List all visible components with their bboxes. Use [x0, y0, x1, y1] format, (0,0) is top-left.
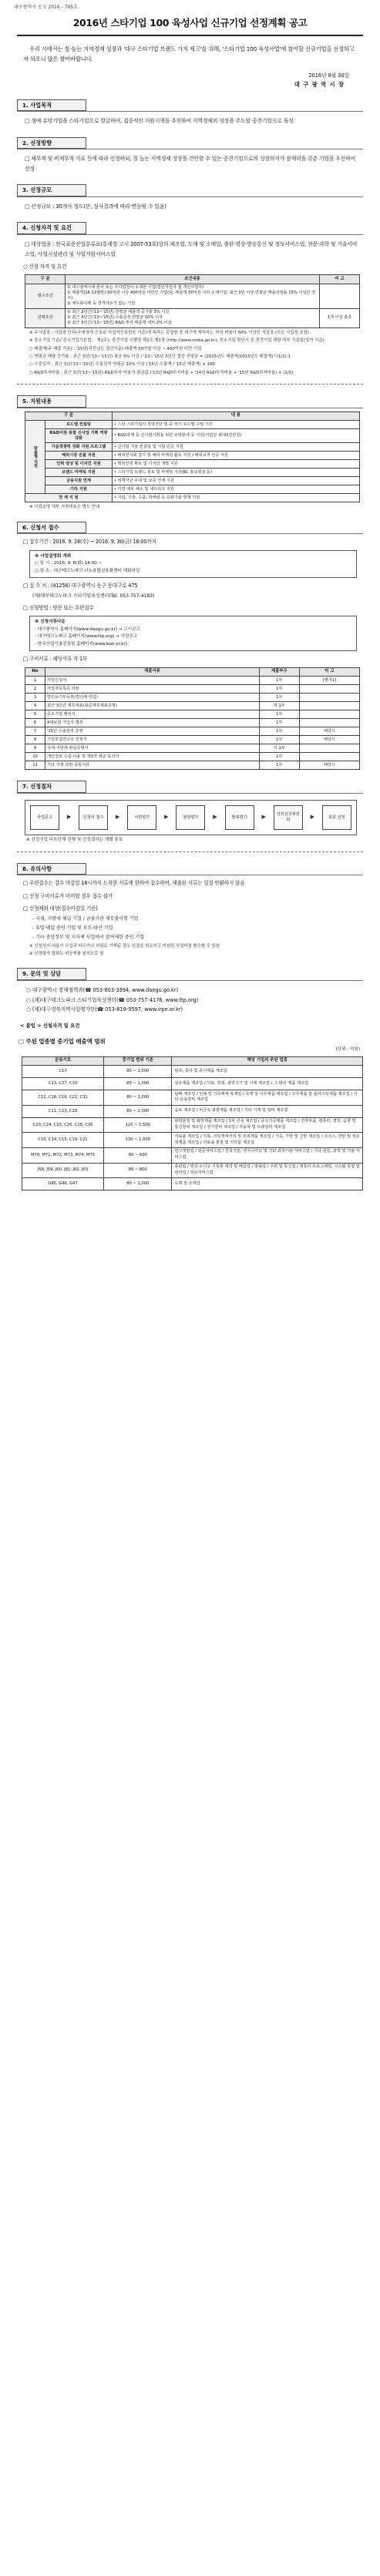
- doc-qty: 1부: [259, 753, 299, 761]
- table-header-row: [25, 411, 360, 420]
- section-scale: [17, 184, 363, 211]
- table-row: [22, 1117, 363, 1133]
- section-cautions: [17, 863, 363, 958]
- announcement-date: 2016년 8월 30일: [308, 72, 349, 79]
- section-heading: 7. 선정절차: [17, 781, 86, 793]
- industry-desc: 도매 및 소매업: [172, 1178, 363, 1191]
- doc-name: 4대보험 가입자 명부: [45, 719, 260, 727]
- doc-name: 사업신청서: [45, 677, 260, 685]
- doc-note: 해당시: [299, 727, 359, 736]
- process-note: ※ 선정기업 다음단계 진행 및 선정결과는 개별 통보: [26, 838, 123, 843]
- condition-note: [319, 284, 359, 308]
- support-item-content: • 기업 애로 해소 및 네트워크 지원: [112, 485, 359, 494]
- section-eligibility: [17, 222, 363, 376]
- doc-name: 최근 3년간 재무제표(표준재무제표증명): [45, 702, 260, 710]
- table-row: [25, 677, 360, 685]
- required-docs-table: [25, 667, 360, 770]
- doc-no: 1: [25, 677, 45, 685]
- support-item-content: • 해외전시회 참가 및 해외 마케팅 활동 지원 / 해외규격 인증 지원: [112, 452, 359, 460]
- table-row: [25, 719, 360, 727]
- industry-range: 80 ~ 1,500: [104, 1066, 172, 1078]
- title-divider: [17, 35, 363, 36]
- box-line: ○ 일 시 : 2016. 9. 6(화) 14:00 ~: [35, 561, 103, 566]
- condition-text: ① 대구광역시에 본사 또는 주사업장이 소재한 기업(법인사업자 및 개인사업자) ② 매출액(16 12월말) 50억원 이상 400억원 미만인 기업(단, 매출액 50억원 이하 소재기업: 최근 3년 이상 연평균 매출성장률 15% 이상인 경우) ③ 채무불이행 등 결격사유가 없는 기업: [66, 284, 320, 308]
- issuer-name: 대 구 광 역 시 장: [294, 80, 345, 88]
- arrow-right-icon: ▶: [261, 814, 266, 821]
- industry-range: 80 ~ 1,000: [104, 1105, 172, 1117]
- doc-note: [별지1]: [299, 677, 359, 685]
- doc-qty: 1부: [259, 694, 299, 702]
- table-row: [25, 702, 360, 710]
- industry-range: 120 ~ 1,500: [104, 1117, 172, 1133]
- industry-table: [22, 1056, 363, 1191]
- section-divider: [17, 793, 363, 794]
- industry-desc: 음료 제조업 / 비금속 광물제품 제조업 / 기타 기계 및 장비 제조업: [172, 1105, 363, 1117]
- condition-category: 선택조건: [25, 308, 66, 327]
- doc-name: 법인등기부등본(법인에 한함): [45, 694, 260, 702]
- application-method: □ 신청방법 : 방문 또는 우편접수: [23, 604, 94, 611]
- doc-qty: 1부: [259, 719, 299, 727]
- support-table: [25, 411, 360, 502]
- industry-range: 80 ~ 800: [104, 1163, 172, 1178]
- table-row: [25, 443, 360, 452]
- eligibility-note: ○ 매출액(주 매출 기준) : '15년(직전년도 결산기준) 매출액 50억원 이상 ~ 400억원 미만 기업: [29, 346, 202, 351]
- doc-note: [299, 702, 359, 710]
- eligibility-table: [25, 274, 360, 327]
- industry-desc: 식료품 제조업 / 의복, 의복액세서리 및 모피제품 제조업 / 가죽, 가방 및 신발 제조업 / 코크스, 연탄 및 석유정제품 제조업 / 의료용 물질 및 의약품 제조업: [172, 1133, 363, 1148]
- eligibility-note: ○ 연평균 매출 증가율 : 최근 3년('13~'15년) 평균 5% 이상 / '13~'15년 3년간 결산 연평균 = (2015년도 매출액/2013년도 매출액)^(1/2)-1: [29, 354, 291, 360]
- process-step: 신청서 접수: [79, 805, 108, 830]
- support-item-name: 로드맵 컨설팅: [45, 421, 113, 429]
- doc-no: 6: [25, 719, 45, 727]
- table-row: [25, 694, 360, 702]
- application-place-detail: (재)대구테크노파크 스타기업육성센터(Tel. 053-757-4183): [32, 593, 155, 599]
- caution-note: ※ 신청서의 내용이 사실과 다르거나 허위로 기재된 경우 선정을 취소하고 지원된 사업비를 환수할 수 있음: [29, 943, 220, 949]
- section-support: [17, 395, 363, 511]
- support-item-content: • 정책자금 우대 및 보증 연계 지원: [112, 477, 359, 485]
- table-row: [22, 1078, 363, 1090]
- doc-qty: 각 1부: [259, 702, 299, 710]
- doc-qty: 1부: [259, 727, 299, 736]
- support-group-label: 맞춤형 지원: [25, 421, 45, 494]
- doc-qty: 1부: [259, 710, 299, 719]
- support-item-content: • R&D과제 등 신사업기획을 위한 유망분야 등 지원(기업당 최대3천만원): [112, 429, 359, 443]
- support-item-name: R&D지원 통합 신사업 기획 역량 강화: [45, 429, 113, 443]
- table-header-cell: 해당 기업의 주된 업종: [172, 1056, 363, 1065]
- doc-no: 3: [25, 694, 45, 702]
- doc-note: [299, 694, 359, 702]
- section-divider: [17, 111, 363, 112]
- section-application: [17, 522, 363, 771]
- arrow-right-icon: ▶: [213, 814, 217, 821]
- section-heading: 3. 선정규모: [17, 184, 86, 196]
- table-row: [25, 421, 360, 429]
- industry-table-unit: (단위 : 억원): [335, 1047, 360, 1053]
- industry-desc: 출판업 / 영상·오디오 기록물 제작 및 배급업 / 방송업 / 우편 및 통신업 / 컴퓨터 프로그래밍, 시스템 통합 및 관리업 / 정보서비스업: [172, 1163, 363, 1178]
- table-row: [22, 1133, 363, 1148]
- doc-no: 4: [25, 702, 45, 710]
- table-header-cell: 구 분: [25, 275, 66, 284]
- table-row: [25, 494, 360, 502]
- condition-text: ① 최근 3년간('13~'15년) 연평균 매출액 증가율 5% 이상 ② 최근 3년간('13~'15년) 수출실적 연평균 10% 이상 ③ 최근 3년간('13~'15년) R&D 투자 매출액 대비 2% 이상: [66, 308, 320, 327]
- support-item-name: 기술경쟁력 강화 지원 프로그램: [45, 443, 113, 452]
- table-row: [25, 460, 360, 469]
- industry-range: 80 ~ 1,000: [104, 1178, 172, 1191]
- table-row: [25, 308, 360, 327]
- doc-no: 2: [25, 685, 45, 694]
- section-divider: [17, 533, 363, 534]
- section-heading: 6. 신청서 접수: [17, 522, 86, 534]
- eligibility-note: ※ 중소기업 기준(「중소기업기본법」 제2조): 중견기업 시행령 제2조 제1항 (http://www.smba.go.kr), 중소기업 확인서 중 중견기업 해당 여부 기준일(일자 기준): [29, 338, 325, 344]
- arrow-right-icon: ▶: [66, 814, 72, 821]
- box-line: - 한국산업기술진흥원 홈페이지(www.kiat.or.kr): [35, 641, 127, 647]
- doc-qty: 1부: [259, 677, 299, 685]
- table-row: [25, 469, 360, 477]
- box-line: - 대구테크노파크 홈페이지(www.ttp.org) → 사업공고: [35, 634, 138, 640]
- table-header-row: [25, 275, 360, 284]
- support-item-name: 기타 지원: [45, 485, 113, 494]
- support-item-name: 인력 양성 및 디자인 지원: [45, 460, 113, 469]
- doc-no: 5: [25, 710, 45, 719]
- table-header-cell: 제출부수: [259, 667, 299, 676]
- support-item-content: • 신사업 기술 컨설팅 및 시험·인증 지원: [112, 443, 359, 452]
- industry-range: 80 ~ 1,000: [104, 1090, 172, 1106]
- arrow-right-icon: ▶: [116, 814, 120, 821]
- section-direction: [17, 137, 363, 174]
- download-info-box: [29, 616, 357, 651]
- arrow-right-icon: ▶: [310, 814, 314, 821]
- support-item-content: • 스타기업 브랜드 홍보 및 마케팅 지원(BI, 홍보영상 등): [112, 469, 359, 477]
- table-row: [25, 429, 360, 443]
- intro-paragraph: 우리 시에서는 첨 높는 지역경제 성장과 '대구 스타기업 브랜드 가치 제고'를 위해, '스타기업 100 육성사업'에 참여할 신규기업을 선정하고자 하오니 많은 참여바랍니다.: [23, 45, 355, 63]
- section-body: □ 대상업종 : 한국표준산업분류표(통계청 고시 2007-53호)상의 제조업, 도매 및 소매업, 출판·영상·방송통신 및 정보서비스업, 전문·과학 및 기술서비스업, 사업시설관리 및 사업지원서비스업: [25, 241, 358, 257]
- eligibility-note: ○ R&D투자비율 : 최근 3년('13~'15년) R&D투자 비율의 평균값 ('13년 R&D투자비율 + '14년 R&D투자비율 + '15년 R&D투자비율) × (1/3): [29, 370, 294, 375]
- industry-desc: 담배 제조업 / 인쇄 및 기록매체 복제업 / 목재 및 나무제품 제조업 / 고무제품 및 플라스틱제품 제조업 / 기타 운송장비 제조업: [172, 1090, 363, 1106]
- doc-note: 해당시: [299, 736, 359, 744]
- industry-code: C12, C18, C16, C22, C31: [22, 1090, 104, 1106]
- section-divider: [17, 980, 363, 981]
- table-row: [22, 1090, 363, 1106]
- support-note: ※ 사업운영 세부 지원내용은 별도 안내: [29, 505, 100, 510]
- table-row: [22, 1147, 363, 1163]
- table-header-cell: 중기업 범위 기준: [104, 1056, 172, 1065]
- table-row: [22, 1178, 363, 1191]
- table-header-row: [22, 1056, 363, 1065]
- box-line: ○ 장 소 : 대구테크노파크 나노융합실용화센터 대회의실: [35, 568, 140, 573]
- section-separator: [17, 384, 363, 385]
- industry-range: 80 ~ 600: [104, 1147, 172, 1163]
- table-row: [25, 761, 360, 770]
- doc-no: 7: [25, 727, 45, 736]
- table-row: [22, 1105, 363, 1117]
- support-item-name: 해외시장 진출 지원: [45, 452, 113, 460]
- table-header-cell: 비 고: [299, 667, 359, 676]
- page-title: 2016년 스타기업 100 육성사업 신규기업 선정계획 공고: [72, 17, 308, 29]
- section-purpose: [17, 99, 363, 126]
- contact-list: [26, 986, 358, 1015]
- attachment-label: < 붙임 > 신청자격 및 요건: [20, 1022, 80, 1029]
- industry-code: G45, G46, G47: [22, 1178, 104, 1191]
- industry-code: J58, J59, J60, J61, J62, J63: [22, 1163, 104, 1178]
- doc-no: 11: [25, 761, 45, 770]
- industry-desc: 연구개발업 / 전문서비스업 / 건축기술, 엔지니어링 및 기타 과학기술 서비스업 / 기타 전문, 과학 및 기술 서비스업: [172, 1147, 363, 1163]
- section-heading: 5. 지원내용: [17, 395, 86, 408]
- doc-name: '15년 수출실적 증명: [45, 727, 260, 736]
- application-place: □ 접 수 처 : (41256) 대구광역시 동구 동대구로 475: [23, 583, 138, 589]
- doc-note: [299, 753, 359, 761]
- process-step: 최종 선정: [322, 805, 351, 830]
- section-contact: [17, 968, 363, 1014]
- section-divider: [17, 234, 363, 235]
- caution-item: □ 우편접수는 접수 마감일 18시까지 도착한 서류에 한하여 접수하며, 제출된 서류는 일절 반환하지 않음: [23, 880, 245, 887]
- section-heading: 9. 문의 및 상담: [17, 968, 86, 980]
- doc-note: [299, 744, 359, 753]
- industry-code: C10, C14, C15, C19, C21: [22, 1133, 104, 1148]
- section-selection-process: [17, 781, 363, 843]
- caution-note: ※ 선정평가 결과는 비공개를 원칙으로 함: [29, 952, 104, 957]
- industry-code: C17: [22, 1066, 104, 1078]
- doc-name: 국세·지방세 완납증명서: [45, 744, 260, 753]
- table-header-row: [25, 667, 360, 676]
- doc-no: 8: [25, 736, 45, 744]
- caution-item: □ 신청 구비서류가 미비할 경우 접수 불가: [23, 892, 113, 899]
- doc-qty: 1부: [259, 736, 299, 744]
- process-step: 발표평가: [225, 805, 254, 830]
- table-row: [25, 452, 360, 460]
- table-row: [25, 284, 360, 308]
- caution-subitem: - 국세, 지방세 체납 기업 / 금융기관 채무불이행 기업: [32, 915, 139, 922]
- table-header-cell: 내 용: [112, 411, 359, 420]
- condition-category: 필수조건: [25, 284, 66, 308]
- table-row: [25, 753, 360, 761]
- table-row: [25, 477, 360, 485]
- industry-desc: 펄프, 종이 및 종이제품 제조업: [172, 1066, 363, 1078]
- process-step: 현장평가: [176, 805, 205, 830]
- industry-range: 80 ~ 1,000: [104, 1078, 172, 1090]
- doc-note: [299, 710, 359, 719]
- condition-note: 1개 이상 충족: [319, 308, 359, 327]
- table-row: [25, 685, 360, 694]
- doc-no: 10: [25, 753, 45, 761]
- caution-subitem: - 휴업·폐업 중인 기업 및 부도·파산 기업: [32, 925, 113, 931]
- table-row: [25, 744, 360, 753]
- box-title: ※ 신청서류다운: [35, 620, 66, 625]
- industry-desc: 섬유제품 제조업 / 의료, 정밀, 광학기기 및 시계 제조업 / 그 밖의 제품 제조업: [172, 1078, 363, 1090]
- support-item-name: 금융지원 연계: [45, 477, 113, 485]
- table-header-cell: 제출서류: [45, 667, 260, 676]
- doc-note: [299, 685, 359, 694]
- section-heading: 1. 사업목적: [17, 99, 86, 112]
- doc-name: 중소기업 확인서: [45, 710, 260, 719]
- application-period: □ 접수기간 : 2016. 9. 28(수) ~ 2016. 9. 30(금) 18:00까지: [23, 539, 156, 546]
- industry-desc: 화학물질 및 화학제품 제조업 / 1차 금속 제조업 / 금속가공제품 제조업 / 전자부품, 컴퓨터, 영상, 음향 및 통신장비 제조업 / 전기장비 제조업 / 자동차 및 트레일러 제조업: [172, 1117, 363, 1133]
- doc-name: 사업자등록증 사본: [45, 685, 260, 694]
- doc-name: 개인정보 수집·이용 및 제3자 제공 동의서: [45, 753, 260, 761]
- doc-qty: 각 1부: [259, 744, 299, 753]
- eligibility-note: ○ 수출실적 : 최근 3년('13~'15년) 수출실적 연평균 10% 이상 ('15년 수출액 / '15년 매출액) × 100: [29, 362, 215, 368]
- industry-code: C13, C27, C33: [22, 1078, 104, 1090]
- caution-subitem: - 기타 중앙정부 및 지자체 사업에서 참여제한 중인 기업: [32, 934, 144, 940]
- process-step: 서면평가: [127, 805, 156, 830]
- document-reference: 대구광역시 공고 2016 - 705호: [14, 5, 78, 10]
- industry-code: M70, M71, M72, M73, M74, M75: [22, 1147, 104, 1163]
- announcement-page: [0, 0, 380, 1206]
- table-header-cell: 분류기호: [22, 1056, 104, 1065]
- contact-item: ○ 대구광역시 경제정책과(☎ 053-803-3394, www.daegu.go.kr): [26, 987, 179, 994]
- table-header-cell: 비 고: [319, 275, 359, 284]
- box-line: - 대구광역시 홈페이지(www.daegu.go.kr) → 고시공고: [35, 626, 140, 632]
- table-row: [22, 1066, 363, 1078]
- industry-table-title: □ 주된 업종별 중기업 매출액 범위: [18, 1038, 106, 1046]
- caution-item: □ 신청제외 대상(접수마감일 기준): [23, 905, 98, 912]
- table-row: [25, 710, 360, 719]
- section-body: □ 재무적 및 비재무적 지표 등에 따라 선정하되, 질 높는 지역경제 성장을 견인할 수 있는 중견기업으로의 성장의지가 잠재력을 갖춘 기업을 우선하여 선정: [25, 156, 356, 172]
- doc-name: 기업부설연구소 인정서: [45, 736, 260, 744]
- section-heading: 8. 유의사항: [17, 863, 86, 875]
- table-row: [22, 1163, 363, 1178]
- doc-name: 기타 가점 관련 증빙서류: [45, 761, 260, 770]
- section-divider: [17, 196, 363, 197]
- doc-qty: 1부: [259, 761, 299, 770]
- doc-no: 9: [25, 744, 45, 753]
- section-body: □ 정예 유망기업을 스타기업으로 발굴하여, 집중적인 지원시책을 추진하여 지역경제의 성장을 주도할 중견기업으로 육성: [25, 118, 294, 125]
- briefing-session-box: [29, 550, 357, 579]
- table-row: [25, 736, 360, 744]
- process-step: 사업공고: [30, 805, 59, 830]
- section-separator: [17, 851, 363, 852]
- arrow-right-icon: ▶: [164, 814, 169, 821]
- eligibility-note: ※ 주사업장 : 사업장 단위(국세청에 등록된 사업자등록번호 기준)에 속하는 종업원 중 대구에 재직하는 자의 비율이 50% 이상인 사업장 (모든 사업장 포함): [29, 330, 310, 335]
- section-heading: 4. 신청자격 및 요건: [17, 222, 86, 234]
- box-title: ※ 사업설명회 개최: [35, 553, 72, 559]
- process-step: 선정심의위원회: [274, 805, 303, 830]
- doc-note: [299, 719, 359, 727]
- support-item-content: • 핵심인력 확보 및 디자인 개발 지원: [112, 460, 359, 469]
- support-other-content: • 기업, 기술, 수출, 마케팅 등 유관기관 연계 지원: [112, 494, 359, 502]
- process-flow: [25, 800, 357, 835]
- required-docs-label: □ 구비서류 : 해당서류 각 1부: [23, 656, 88, 663]
- table-row: [25, 485, 360, 494]
- support-other-label: 연 계 지 원: [25, 494, 113, 502]
- doc-qty: 1부: [259, 685, 299, 694]
- section-heading: 2. 선정방향: [17, 137, 86, 149]
- table-header-cell: 구 분: [25, 411, 113, 420]
- industry-code: C20, C24, C25, C26, C28, C30: [22, 1117, 104, 1133]
- table-header-cell: 조건내용: [66, 275, 320, 284]
- support-item-content: • 스타 스타기업의 경영진단 및 중·장기 로드맵 수립 지원: [112, 421, 359, 429]
- contact-item: ○ (재)대구경북지역사업평가단(☎ 053-819-9597, www.irpe.or.kr): [26, 1006, 183, 1013]
- table-row: [25, 727, 360, 736]
- section-body: □ 선정규모 : 30개사 정도(단, 심사결과에 따라 변동될 수 있음): [25, 203, 166, 210]
- industry-range: 120 ~ 1,000: [104, 1133, 172, 1148]
- support-item-name: 브랜드 마케팅 지원: [45, 469, 113, 477]
- table-header-cell: No: [25, 667, 45, 676]
- eligibility-subheading: ○ 신청 자격 및 요건: [23, 263, 67, 270]
- contact-item: ○ (재)대구테크노파크 스타기업육성센터(☎ 053-757-4176, www.ttp.org): [26, 996, 199, 1003]
- industry-code: C11, C23, C29: [22, 1105, 104, 1117]
- doc-note: 해당시: [299, 761, 359, 770]
